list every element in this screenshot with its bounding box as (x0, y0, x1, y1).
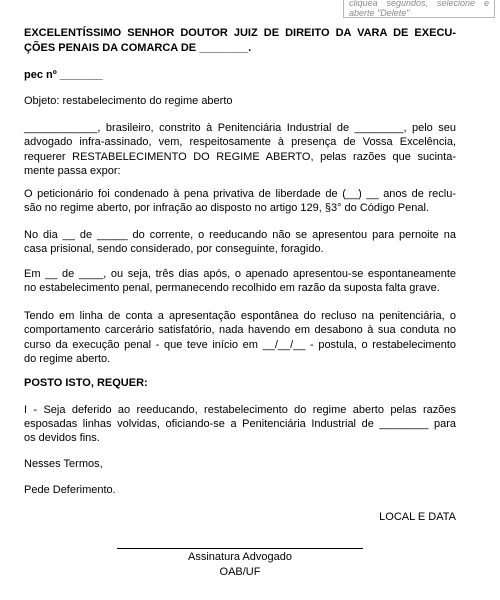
paragraph-line: no estabelecimento penal, permanecendo recolhido em razão da suposta falta grave. (24, 282, 440, 295)
paragraph-line: No dia __ de _____ do corrente, o reeducando não se apresentou para pernoite na (24, 229, 456, 241)
paragraph-line: Em __ de ____, ou seja, três dias após, o apenado apresentou-se espontaneamente (24, 268, 456, 280)
paragraph-absence (24, 228, 456, 257)
paragraph-line: os devidos fins. (24, 432, 100, 444)
paragraph-line: comportamento carcerário satisfatório, nada havendo em desabono à sua conduta no (24, 324, 456, 337)
note-line: aberte "Delete" (349, 8, 410, 18)
signature-line (117, 548, 363, 549)
paragraph-intro (24, 121, 456, 178)
paragraph-line: Tendo em linha de conta a apresentação espontânea do recluso na penitenciária, o (24, 310, 456, 322)
title-line: EXCELENTÍSSIMO SENHOR DOUTOR JUIZ DE DIREITO DA VARA DE EXECU- (24, 27, 456, 39)
paragraph-line: curso da execução penal - que teve início em __/__/__ - postula, o restabelecimento (24, 338, 456, 351)
paragraph-line: O peticionário foi condenado à pena privativa de liberdade de (__) __ anos de reclu- (24, 188, 456, 200)
note-line: cliquea segundos, selecione e (349, 0, 489, 8)
closing-request: Pede Deferimento. (24, 484, 116, 496)
place-date: LOCAL E DATA (379, 511, 456, 523)
title-line: ÇÕES PENAIS DA COMARCA DE ________. (24, 42, 252, 54)
paragraph-line: advogado infra-assinado, vem, respeitosamente à presença de Vossa Excelência, (24, 136, 456, 149)
signature-name: Assinatura Advogado (188, 551, 292, 563)
signature-registration: OAB/UF (219, 566, 261, 578)
document-title (24, 26, 456, 56)
pec-number: pec nº _______ (24, 69, 103, 81)
paragraph-line: esposadas linhas volvidas, oficiando-se a Penitenciária Industrial de ________ para (24, 418, 456, 430)
paragraph-request (24, 403, 456, 445)
request-heading: POSTO ISTO, REQUER: (24, 377, 148, 389)
paragraph-line: são no regime aberto, por infração ao disposto no artigo 129, §3° do Código Penal. (24, 202, 429, 215)
paragraph-line: requerer RESTABELECIMENTO DO REGIME ABERTO, pelas razões que sucinta- (24, 150, 456, 163)
paragraph-line: do regime aberto. (24, 352, 111, 365)
paragraph-line: casa prisional, sendo considerado, por conseguinte, foragido. (24, 243, 324, 256)
instruction-note-box[interactable] (343, 0, 495, 18)
paragraph-line: ____________, brasileiro, constrito à Penitenciária Industrial de ________, pelo seu (24, 122, 456, 134)
subject-line: Objeto: restabelecimento do regime aberto (24, 95, 233, 107)
paragraph-return (24, 267, 456, 296)
paragraph-line: mente passa expor: (24, 164, 121, 177)
closing-terms: Nesses Termos, (24, 458, 103, 470)
paragraph-arguments (24, 309, 456, 366)
paragraph-conviction (24, 187, 456, 216)
paragraph-line: I - Seja deferido ao reeducando, restabelecimento do regime aberto pelas razões (24, 404, 456, 416)
